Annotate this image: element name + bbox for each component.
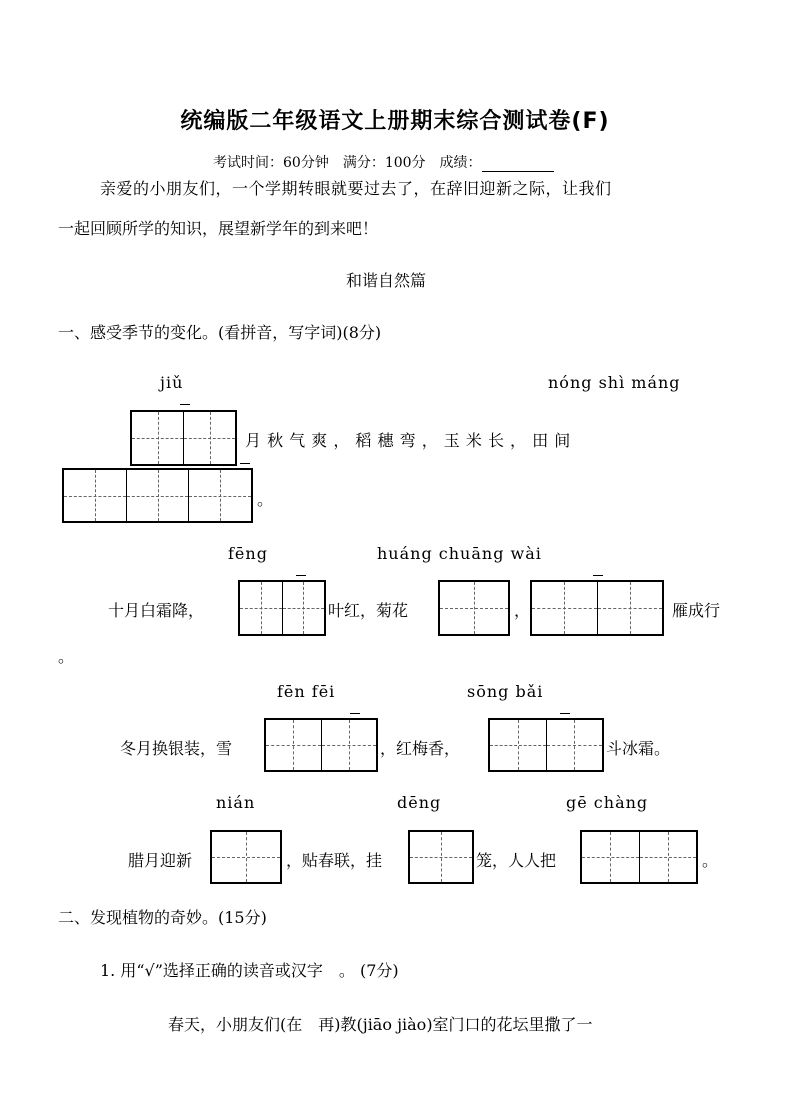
answer-box-song-bai[interactable] <box>488 718 604 772</box>
section-heading: 和谐自然篇 <box>346 271 427 290</box>
answer-box-fen-fei[interactable] <box>264 718 378 772</box>
row4-text-b: ，贴春联，挂 <box>286 851 383 870</box>
row2-text-c: ， <box>514 601 531 620</box>
pinyin-huang-chuang-wai: huáng chuāng wài <box>377 544 542 563</box>
row1-end: 。 <box>257 490 274 509</box>
pinyin-song-bai: sōng bǎi <box>467 682 544 701</box>
answer-box-chuang-wai[interactable] <box>530 580 664 636</box>
row2-text-a: 十月白霜降， <box>108 601 205 620</box>
q2-passage: 春天，小朋友们(在 再)教(jiāo jiào)室门口的花坛里撒了一 <box>168 1015 593 1034</box>
intro-line-2: 一起回顾所学的知识，展望新学年的到来吧！ <box>58 219 379 238</box>
row4-text-a: 腊月迎新 <box>128 851 193 870</box>
intro-line-1: 亲爱的小朋友们，一个学期转眼就要过去了，在辞旧迎新之际，让我们 <box>100 179 612 198</box>
exam-title: 统编版二年级语文上册期末综合测试卷(F) <box>180 109 610 134</box>
answer-box-nian[interactable] <box>210 830 282 884</box>
row3-text-c: 斗冰霜。 <box>606 739 671 758</box>
row2-text-d: 雁成行 <box>672 601 721 620</box>
answer-box-ge-chang[interactable] <box>580 830 698 884</box>
exam-info <box>213 152 554 172</box>
answer-box-feng[interactable] <box>238 580 326 636</box>
pinyin-jiu: jiǔ <box>160 373 184 392</box>
pinyin-nong-shi-mang: nóng shì máng <box>548 373 681 392</box>
answer-box-nong-shi-mang[interactable] <box>62 468 253 523</box>
row2-end: 。 <box>58 647 75 666</box>
row3-text-a: 冬月换银装，雪 <box>120 739 233 758</box>
answer-box-huang[interactable] <box>438 580 510 636</box>
row3-text-b: ，红梅香， <box>380 739 461 758</box>
row1-text: 月 秋 气 爽 ， 稻 穗 弯 ， 玉 米 长 ， 田 间 <box>245 431 571 450</box>
pinyin-feng: fēng <box>228 544 268 563</box>
score-blank <box>482 157 554 172</box>
pinyin-ge-chang: gē chàng <box>566 793 649 812</box>
pinyin-nian: nián <box>216 793 256 812</box>
q2-sub1: 1. 用“√”选择正确的读音或汉字 。 (7分) <box>100 961 399 980</box>
pinyin-deng: dēng <box>397 793 442 812</box>
pinyin-fen-fei: fēn fēi <box>277 682 336 701</box>
q2-heading: 二、发现植物的奇妙。(15分) <box>58 908 267 927</box>
row4-end: 。 <box>702 851 719 870</box>
q1-heading: 一、感受季节的变化。(看拼音，写字词)(8分) <box>58 323 382 342</box>
answer-box-jiu[interactable] <box>130 410 237 466</box>
row4-text-c: 笼，人人把 <box>476 851 557 870</box>
exam-info-text: 考试时间：60分钟 满分：100分 成绩： <box>213 155 482 171</box>
answer-box-deng[interactable] <box>408 830 474 884</box>
row2-text-b: 叶红，菊花 <box>328 601 409 620</box>
